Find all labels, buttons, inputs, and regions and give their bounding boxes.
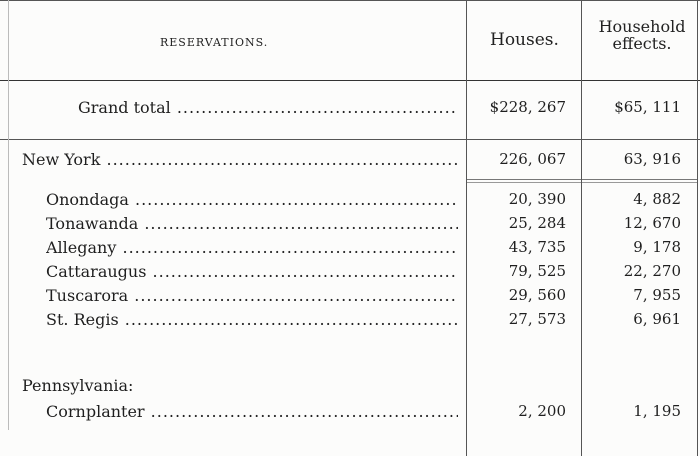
row-label: Allegany ..... — [46, 238, 458, 257]
houses-value: $228, 267 — [489, 98, 566, 116]
row-label: Tuscarora ..... — [46, 286, 458, 305]
header-household-effects-line2: effects. — [612, 34, 672, 53]
row-label: Tonawanda ..... — [46, 214, 458, 233]
table-row-grand-total — [0, 98, 700, 120]
header-household-effects — [590, 18, 694, 52]
row-label: New York ..... — [22, 150, 458, 169]
houses-value: 79, 525 — [508, 262, 566, 280]
effects-value: 6, 961 — [633, 310, 681, 328]
effects-value: 12, 670 — [623, 214, 681, 232]
houses-value: 27, 573 — [508, 310, 566, 328]
table-row — [0, 214, 700, 236]
row-label: Onondaga ..... — [46, 190, 458, 209]
table-row-new-york — [0, 150, 700, 172]
houses-value: 2, 200 — [518, 402, 566, 420]
houses-value: 25, 284 — [508, 214, 566, 232]
header-reservations: RESERVATIONS. — [160, 36, 269, 49]
houses-value: 29, 560 — [508, 286, 566, 304]
grand-total-rule — [0, 139, 700, 140]
row-label: Cornplanter ..... — [46, 402, 458, 421]
effects-value: 63, 916 — [623, 150, 681, 168]
header-household-effects-line1: Household — [598, 17, 686, 36]
effects-value: 9, 178 — [633, 238, 681, 256]
table-row — [0, 238, 700, 260]
header-rule — [0, 80, 700, 81]
row-label: Grand total ..... — [78, 98, 458, 117]
row-label: Pennsylvania: — [22, 376, 134, 395]
table-row — [0, 402, 700, 424]
effects-value: 22, 270 — [623, 262, 681, 280]
houses-value: 43, 735 — [508, 238, 566, 256]
effects-value: 7, 955 — [633, 286, 681, 304]
houses-value: 226, 067 — [499, 150, 566, 168]
table-row — [0, 262, 700, 284]
row-label: St. Regis ..... — [46, 310, 458, 329]
table-row — [0, 310, 700, 332]
effects-value: $65, 111 — [614, 98, 681, 116]
effects-value: 4, 882 — [633, 190, 681, 208]
effects-value: 1, 195 — [633, 402, 681, 420]
houses-value: 20, 390 — [508, 190, 566, 208]
table-row-pennsylvania — [0, 376, 700, 398]
table-row — [0, 190, 700, 212]
header-houses: Houses. — [490, 30, 559, 50]
top-rule — [0, 0, 700, 1]
row-label: Cattaraugus ..... — [46, 262, 458, 281]
table-row — [0, 286, 700, 308]
